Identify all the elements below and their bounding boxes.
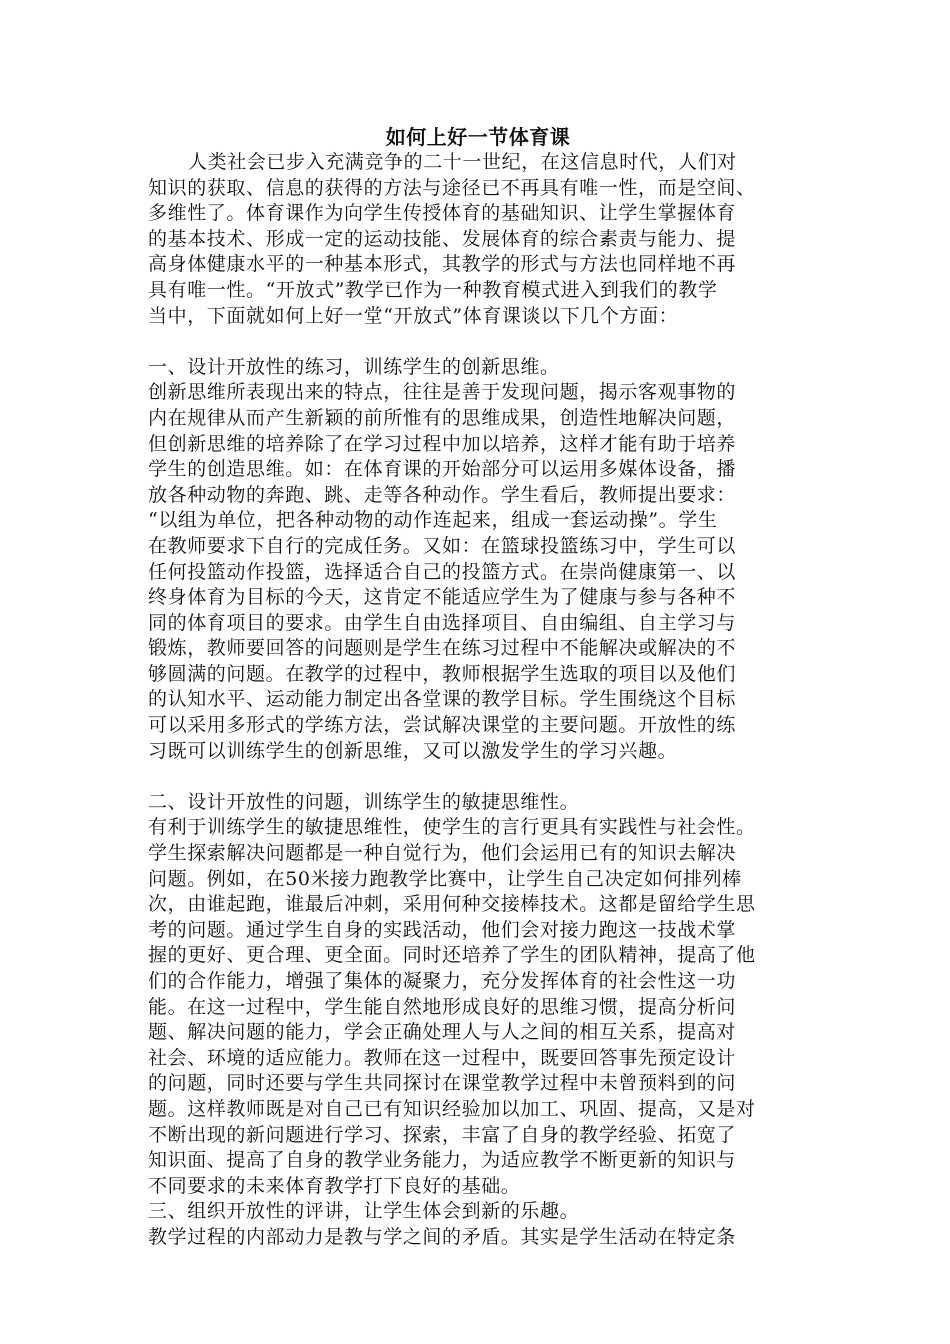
body-text-line: 锻炼，教师要回答的问题则是学生在练习过程中不能解决或解决的不	[148, 637, 737, 660]
body-text-line: 人类社会已步入充满竞争的二十一世纪，在这信息时代，人们对	[188, 151, 737, 173]
body-text-line: 有利于训练学生的敏捷思维性，使学生的言行更具有实践性与社会性。	[148, 816, 756, 839]
body-text-line: 内在规律从而产生新颖的前所惟有的思维成果，创造性地解决问题，	[148, 406, 737, 429]
body-text-line: 够圆满的问题。在教学的过程中，教师根据学生选取的项目以及他们	[148, 662, 737, 685]
body-text-line: 题、解决问题的能力，学会正确处理人与人之间的相互关系，提高对	[148, 1021, 737, 1044]
body-text-line: 不断出现的新问题进行学习、探索，丰富了自身的教学经验、拓宽了	[148, 1123, 737, 1146]
body-text-line: 学生探索解决问题都是一种自觉行为，他们会运用已有的知识去解决	[148, 842, 737, 865]
body-text-line: 三、组织开放性的评讲，让学生体会到新的乐趣。	[148, 1200, 580, 1223]
body-text-line: 不同要求的未来体育教学打下良好的基础。	[148, 1174, 521, 1197]
body-text-line: 终身体育为目标的今天，这肯定不能适应学生为了健康与参与各种不	[148, 586, 737, 609]
document-title: 如何上好一节体育课	[385, 125, 571, 149]
blank-line	[148, 764, 808, 790]
body-text-line: 当中，下面就如何上好一堂“开放式”体育课谈以下几个方面：	[148, 304, 679, 327]
body-text-line: 但创新思维的培养除了在学习过程中加以培养，这样才能有助于培养	[148, 432, 737, 455]
body-text-line: 考的问题。通过学生自身的实践活动，他们会对接力跑这一技战术掌	[148, 918, 737, 941]
body-text-line: 知识面、提高了自身的教学业务能力，为适应教学不断更新的知识与	[148, 1149, 737, 1172]
body-text-line: 们的合作能力，增强了集体的凝聚力，充分发挥体育的社会性这一功	[148, 970, 737, 992]
body-text-line: 次，由谁起跑，谁最后冲刺，采用何种交接棒技术。这都是留给学生思	[148, 893, 756, 916]
body-text-line: 社会、环境的适应能力。教师在这一过程中，既要回答事先预定设计	[148, 1046, 737, 1069]
body-text-line: 题。这样教师既是对自己已有知识经验加以加工、巩固、提高，又是对	[148, 1097, 756, 1120]
body-text-line: 一、设计开放性的练习，训练学生的创新思维。	[148, 355, 560, 378]
body-text-line: 能。在这一过程中，学生能自然地形成良好的思维习惯，提高分析问	[148, 995, 737, 1018]
body-text-line: 学生的创造思维。如：在体育课的开始部分可以运用多媒体设备，播	[148, 458, 737, 481]
body-text-line: 的认知水平、运动能力制定出各堂课的教学目标。学生围绕这个目标	[148, 688, 737, 711]
body-text-line: 可以采用多形式的学练方法，尝试解决课堂的主要问题。开放性的练	[148, 714, 737, 737]
body-text-line: 习既可以训练学生的创新思维，又可以激发学生的学习兴趣。	[148, 739, 678, 762]
body-text-line: 高身体健康水平的一种基本形式，其教学的形式与方法也同样地不再	[148, 253, 737, 276]
body-text-line: 具有唯一性。“开放式”教学已作为一种教育模式进入到我们的教学	[148, 278, 718, 301]
body-text-line: 同的体育项目的要求。由学生自由选择项目、自由编组、自主学习与	[148, 611, 737, 634]
body-text-line: 问题。例如，在50米接力跑教学比赛中，让学生自己决定如何排列棒	[148, 867, 742, 890]
body-text-line: 知识的获取、信息的获得的方法与途径已不再具有唯一性，而是空间、	[148, 176, 756, 199]
body-text-line: 在教师要求下自行的完成任务。又如：在篮球投篮练习中，学生可以	[148, 534, 737, 557]
body-text-line: 握的更好、更合理、更全面。同时还培养了学生的团队精神，提高了他	[148, 944, 756, 967]
body-text-line: 多维性了。体育课作为向学生传授体育的基础知识、让学生掌握体育	[148, 202, 737, 225]
document-body	[148, 150, 808, 1251]
body-text-line: “以组为单位，把各种动物的动作连起来，组成一套运动操”。学生	[148, 509, 718, 532]
body-text-line: 放各种动物的奔跑、跳、走等各种动作。学生看后，教师提出要求：	[148, 483, 737, 506]
document-page	[148, 124, 808, 1251]
body-text-line: 创新思维所表现出来的特点，往往是善于发现问题，揭示客观事物的	[148, 381, 737, 404]
body-text-line: 任何投篮动作投篮，选择适合自己的投篮方式。在崇尚健康第一、以	[148, 560, 737, 583]
body-text-line: 二、设计开放性的问题，训练学生的敏捷思维性。	[148, 790, 580, 813]
body-text-line: 教学过程的内部动力是教与学之间的矛盾。其实是学生活动在特定条	[148, 1225, 737, 1248]
body-text-line: 的基本技术、形成一定的运动技能、发展体育的综合素责与能力、提	[148, 227, 737, 250]
body-text-line: 的问题，同时还要与学生共同探讨在课堂教学过程中未曾预料到的问	[148, 1072, 737, 1095]
blank-line	[148, 329, 808, 355]
